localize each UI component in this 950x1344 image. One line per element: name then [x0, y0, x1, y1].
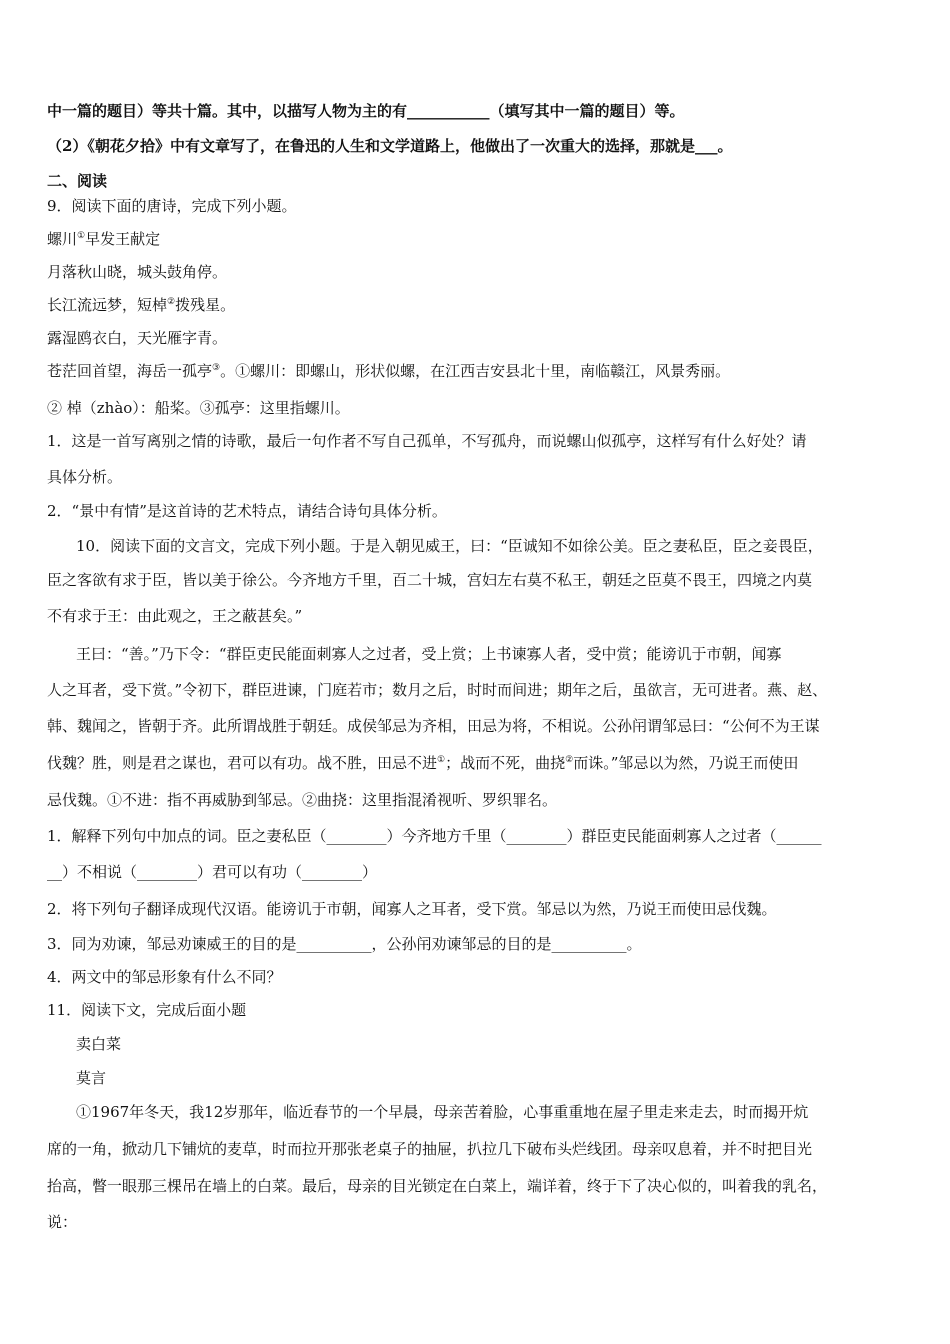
text-line-2: （2）《朝花夕拾》中有文章写了，在鲁迅的人生和文学道路上，他做出了一次重大的选择，那就是___。 — [47, 137, 733, 155]
question-10-2: 2．将下列句子翻译成现代汉语。能谤讥于市朝，闻寡人之耳者，受下赏。邹忌以为然，乃说王而使田忌伐魏。 — [47, 900, 777, 918]
question-10-1: 1．解释下列句中加点的词。臣之妻私臣（________）今齐地方千里（________）群臣吏民能面刺寡人之过者（______ — [47, 827, 822, 845]
poem-note: ② 棹（zhào）：船桨。③孤亭：这里指螺川。 — [47, 399, 350, 417]
passage-10-line-3: 不有求于王：由此观之，王之蔽甚矣。” — [47, 607, 303, 625]
question-10-prompt: 10．阅读下面的文言文，完成下列小题。于是入朝见威王，曰：“臣诚知不如徐公美。臣之妻私臣，臣之妾畏臣， — [76, 537, 823, 555]
passage-10-line-2: 臣之客欲有求于臣，皆以美于徐公。今齐地方千里，百二十城，宫妇左右莫不私王，朝廷之臣莫不畏王，四境之内莫 — [47, 571, 813, 589]
passage-10-line-6: 韩、魏闻之，皆朝于齐。此所谓战胜于朝廷。成侯邹忌为齐相，田忌为将，不相说。公孙闬谓邹忌曰：“公何不为王谋 — [47, 717, 820, 735]
question-10-4: 4．两文中的邹忌形象有什么不同？ — [47, 968, 282, 986]
question-9-1-cont: 具体分析。 — [47, 468, 123, 486]
poem-line-3: 露湿鸥衣白，天光雁字青。 — [47, 329, 228, 347]
poem-line-1: 月落秋山晓，城头鼓角停。 — [47, 263, 228, 281]
article-title: 卖白菜 — [76, 1035, 122, 1053]
passage-10-line-5: 人之耳者，受下赏。”令初下，群臣进谏，门庭若市；数月之后，时时而间进；期年之后，虽欲言，无可进者。燕、赵、 — [47, 681, 828, 699]
article-para-1-line-4: 说： — [47, 1213, 78, 1231]
poem-line-2: 长江流远梦，短棹②拨残星。 — [47, 296, 236, 314]
poem-title: 螺川①早发王献定 — [47, 230, 161, 248]
passage-10-notes: 忌伐魏。①不进：指不再威胁到邹忌。②曲挠：这里指混淆视听、罗织罪名。 — [47, 791, 558, 809]
poem-line-4-with-note: 苍茫回首望，海岳一孤亭③。①螺川：即螺山，形状似螺，在江西吉安县北十里，南临赣江，风景秀丽。 — [47, 362, 731, 380]
passage-10-line-4: 王曰：“善。”乃下令：“群臣吏民能面刺寡人之过者，受上赏；上书谏寡人者，受中赏；能谤讥于市朝，闻寡 — [76, 645, 782, 663]
question-10-1-cont: __）不相说（________）君可以有功（________） — [47, 863, 378, 881]
section-heading-reading: 二、阅读 — [47, 172, 108, 190]
article-author: 莫言 — [76, 1069, 107, 1087]
article-para-1-line-1: ①1967年冬天，我12岁那年，临近春节的一个早晨，母亲苦着脸，心事重重地在屋子里走来走去，时而揭开炕 — [76, 1103, 809, 1121]
question-9-prompt: 9．阅读下面的唐诗，完成下列小题。 — [47, 197, 297, 215]
text-line-1: 中一篇的题目）等共十篇。其中，以描写人物为主的有___________（填写其中一篇的题目）等。 — [47, 102, 685, 120]
question-10-3: 3．同为劝谏，邹忌劝谏威王的目的是__________，公孙闬劝谏邹忌的目的是__________。 — [47, 935, 642, 953]
article-para-1-line-3: 抬高，瞥一眼那三棵吊在墙上的白菜。最后，母亲的目光锁定在白菜上，端详着，终于下了决心似的，叫着我的乳名， — [47, 1177, 828, 1195]
question-11-prompt: 11．阅读下文，完成后面小题 — [47, 1001, 247, 1019]
article-para-1-line-2: 席的一角，掀动几下铺炕的麦草，时而拉开那张老桌子的抽屉，扒拉几下破布头烂线团。母亲叹息着，并不时把目光 — [47, 1140, 813, 1158]
question-9-2: 2．“景中有情”是这首诗的艺术特点，请结合诗句具体分析。 — [47, 502, 447, 520]
passage-10-line-7: 伐魏？胜，则是君之谋也，君可以有功。战不胜，田忌不进①；战而不死，曲挠②而诛。”邹忌以为然，乃说王而使田 — [47, 754, 799, 772]
question-9-1: 1．这是一首写离别之情的诗歌，最后一句作者不写自己孤单，不写孤舟，而说螺山似孤亭，这样写有什么好处？请 — [47, 432, 807, 450]
